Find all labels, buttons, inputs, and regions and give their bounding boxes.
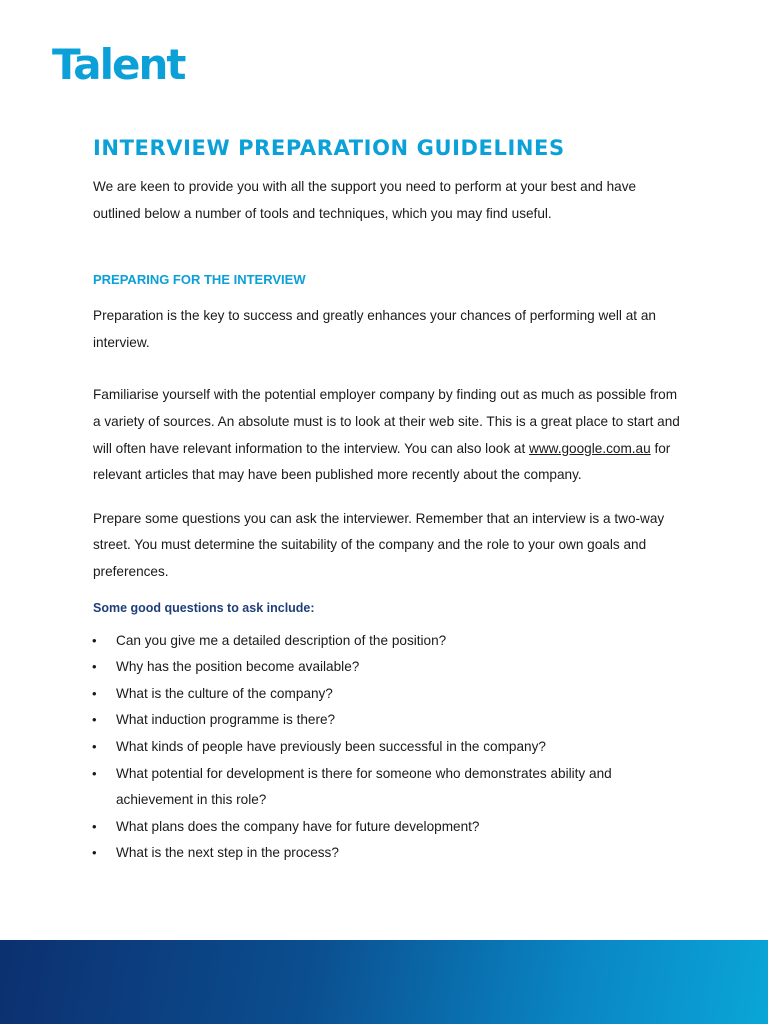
question-text: What is the culture of the company? xyxy=(116,685,333,701)
section-heading: PREPARING FOR THE INTERVIEW xyxy=(93,272,306,288)
bullet-icon: • xyxy=(92,765,97,781)
bullet-icon: • xyxy=(92,659,97,675)
research-paragraph xyxy=(93,382,683,488)
list-item xyxy=(93,654,683,681)
list-item xyxy=(93,628,683,655)
research-text-start: Familiarise yourself with the potential employer company by finding out as much as possible from a variety of sources. An absolute must is to look at their web site. This is a great place to start and will often have relevant information to the interview. You can also look at xyxy=(93,387,680,456)
bullet-icon: • xyxy=(92,632,97,648)
list-item xyxy=(93,681,683,708)
preparation-paragraph: Preparation is the key to success and greatly enhances your chances of performing well at an interview. xyxy=(93,308,656,350)
google-link[interactable]: www.google.com.au xyxy=(529,440,651,456)
footer-band xyxy=(0,940,768,1024)
questions-subheading: Some good questions to ask include: xyxy=(93,600,315,615)
talent-logo: Talent xyxy=(52,40,185,89)
bullet-icon: • xyxy=(92,738,97,754)
question-text: Can you give me a detailed description of the position? xyxy=(116,632,447,648)
bullet-icon: • xyxy=(92,818,97,834)
document-body xyxy=(93,134,683,867)
list-item xyxy=(93,707,683,734)
questions-paragraph: Prepare some questions you can ask the interviewer. Remember that an interview is a two-way street. You must determine the suitability of the company and the role to your own goals and preferences. xyxy=(93,510,665,579)
list-item xyxy=(93,840,683,867)
research-text-end: for relevant articles that may have been published more recently about the company. xyxy=(93,440,671,483)
list-item xyxy=(93,761,683,814)
question-text: What is the next step in the process? xyxy=(116,845,339,861)
document-title: INTERVIEW PREPARATION GUIDELINES xyxy=(93,136,565,160)
question-text: What plans does the company have for future development? xyxy=(116,818,480,834)
questions-list xyxy=(93,628,683,867)
bullet-icon: • xyxy=(92,845,97,861)
question-text: What kinds of people have previously been successful in the company? xyxy=(116,738,546,754)
question-text: Why has the position become available? xyxy=(116,659,360,675)
list-item xyxy=(93,814,683,841)
bullet-icon: • xyxy=(92,712,97,728)
list-item xyxy=(93,734,683,761)
intro-paragraph: We are keen to provide you with all the support you need to perform at your best and have outlined below a number of tools and techniques, which you may find useful. xyxy=(93,179,637,221)
question-text: What induction programme is there? xyxy=(116,712,336,728)
question-text: What potential for development is there for someone who demonstrates ability and achievement in this role? xyxy=(116,765,612,808)
bullet-icon: • xyxy=(92,685,97,701)
